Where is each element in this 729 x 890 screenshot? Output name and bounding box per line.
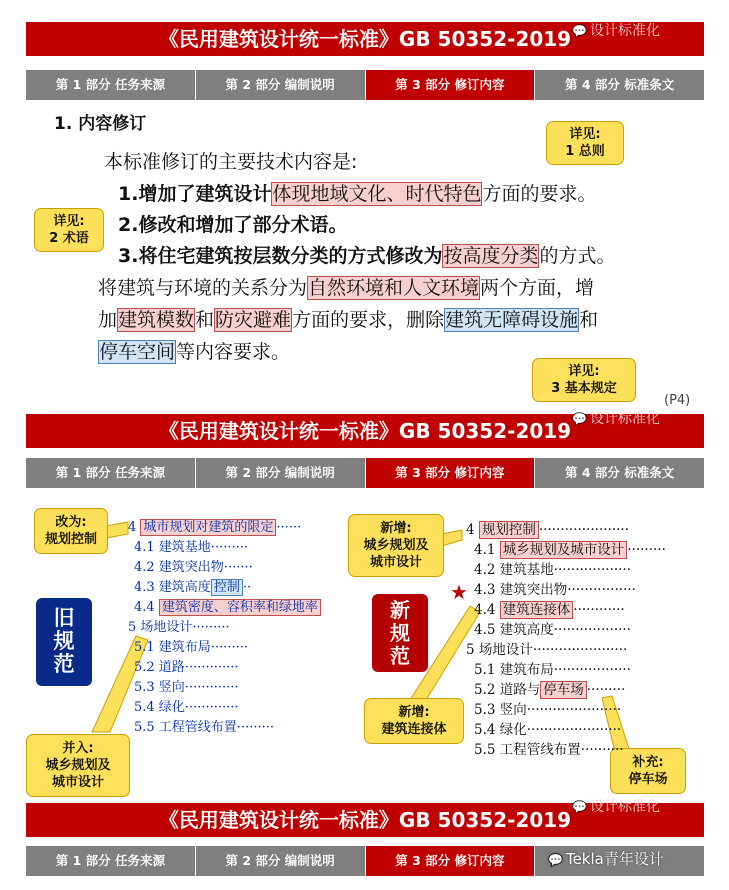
new-toc-5-3: 5.3 竖向······················	[474, 702, 622, 718]
new-toc-ch5: 5 场地设计······················	[466, 642, 628, 658]
star-icon: ★	[450, 580, 468, 604]
old-toc-5-4: 5.4 绿化·············	[134, 700, 239, 715]
old-toc-5-1: 5.1 建筑布局·········	[134, 640, 248, 655]
new-toc-5-2: 5.2 道路与 停车场 ·········	[474, 682, 626, 698]
note-basic-rules: 详见: 3 基本规定	[532, 358, 636, 402]
revision-line-3: 3.将住宅建筑按层数分类的方式修改为按高度分类的方式。	[118, 245, 616, 267]
old-toc	[128, 518, 321, 738]
watermark-3: 💬 设计标准化	[572, 799, 660, 815]
tab-part2[interactable]: 第 2 部分 编制说明	[195, 458, 365, 488]
tab-part2[interactable]: 第 2 部分 编制说明	[195, 846, 365, 876]
old-toc-5-3: 5.3 竖向·············	[134, 680, 239, 695]
new-toc-4-3: 4.3 建筑突出物················	[474, 582, 636, 598]
revision-line-1: 1.增加了建筑设计体现地域文化、时代特色方面的要求。	[118, 183, 597, 205]
old-toc-4-1: 4.1 建筑基地·········	[134, 540, 248, 555]
section-heading: 1. 内容修订	[54, 114, 147, 134]
new-toc-4-5: 4.5 建筑高度··················	[474, 622, 632, 638]
note-general: 详见: 1 总则	[546, 121, 624, 165]
title-text: 《民用建筑设计统一标准》GB 50352-2019	[158, 27, 572, 51]
speech-bubble-icon: 💬	[572, 24, 587, 38]
callout-supplement: 补充: 停车场	[610, 748, 686, 794]
tab-part4[interactable]: 第 4 部分 标准条文	[534, 458, 704, 488]
speech-bubble-icon: 💬	[572, 412, 587, 426]
tab-part1[interactable]: 第 1 部分 任务来源	[26, 458, 195, 488]
old-toc-5-5: 5.5 工程管线布置·········	[134, 720, 274, 735]
tab-part1[interactable]: 第 1 部分 任务来源	[26, 846, 195, 876]
revision-line-5: 加建筑模数和防灾避难方面的要求，删除建筑无障碍设施和	[98, 309, 599, 331]
tab-part1[interactable]: 第 1 部分 任务来源	[26, 70, 195, 100]
callout-renamed: 改为: 规划控制	[34, 508, 108, 554]
old-toc-ch4: 4 城市规划对建筑的限定 ······	[128, 520, 302, 535]
speech-bubble-icon: 💬	[548, 853, 563, 867]
old-toc-4-3: 4.3 建筑高度 控制 ··	[134, 580, 252, 595]
revision-line-6: 停车空间等内容要求。	[99, 341, 291, 363]
revision-line-4: 将建筑与环境的关系分为自然环境和人文环境两个方面，增	[98, 277, 595, 299]
new-toc-5-1: 5.1 建筑布局··················	[474, 662, 632, 678]
tab-part4[interactable]: 第 4 部分 标准条文	[534, 70, 704, 100]
new-toc-4-2: 4.2 建筑基地··················	[474, 562, 632, 578]
new-toc-5-5: 5.5 工程管线布置··········	[474, 742, 624, 758]
revision-line-2: 2.修改和增加了部分术语。	[118, 214, 348, 236]
old-toc-4-2: 4.2 建筑突出物·······	[134, 560, 253, 575]
page-ref: (P4)	[664, 393, 691, 408]
new-toc-ch4: 4 规划控制 ·····················	[466, 522, 630, 538]
old-toc-5-2: 5.2 道路·············	[134, 660, 239, 675]
speech-bubble-icon: 💬	[572, 800, 587, 814]
callout-added-planning: 新增: 城乡规划及 城市设计	[348, 514, 444, 577]
old-standard-label: 旧规范	[36, 598, 92, 686]
pointer-change	[106, 522, 128, 538]
callout-added-connector: 新增: 建筑连接体	[364, 698, 464, 744]
watermark: 💬 设计标准化	[572, 23, 660, 39]
callout-merged: 并入: 城乡规划及 城市设计	[26, 734, 130, 797]
new-toc-4-4: 4.4 建筑连接体 ············	[474, 602, 625, 618]
old-toc-ch5: 5 场地设计·········	[128, 620, 230, 635]
watermark-2: 💬 设计标准化	[572, 411, 660, 427]
pointer-add1	[442, 530, 462, 546]
new-standard-label: 新规范	[372, 594, 428, 672]
new-toc-5-4: 5.4 绿化······················	[474, 722, 622, 738]
note-terms: 详见: 2 术语	[34, 208, 104, 252]
intro-line: 本标准修订的主要技术内容是:	[104, 151, 358, 173]
old-toc-4-4: 4.4 建筑密度、容积率和绿地率	[128, 598, 321, 618]
tab-part3[interactable]: 第 3 部分 修订内容	[365, 70, 535, 100]
title-banner-3: 《民用建筑设计统一标准》GB 50352-2019	[26, 803, 704, 837]
title-banner-2: 《民用建筑设计统一标准》GB 50352-2019	[26, 414, 704, 448]
tab-part2[interactable]: 第 2 部分 编制说明	[195, 70, 365, 100]
new-toc	[466, 520, 666, 760]
footer-watermark: 💬 Tekla青年设计	[548, 850, 664, 868]
tab-part3[interactable]: 第 3 部分 修订内容	[365, 458, 535, 488]
tab-part3[interactable]: 第 3 部分 修订内容	[365, 846, 535, 876]
new-toc-4-1: 4.1 城乡规划及城市设计 ·········	[474, 542, 666, 558]
